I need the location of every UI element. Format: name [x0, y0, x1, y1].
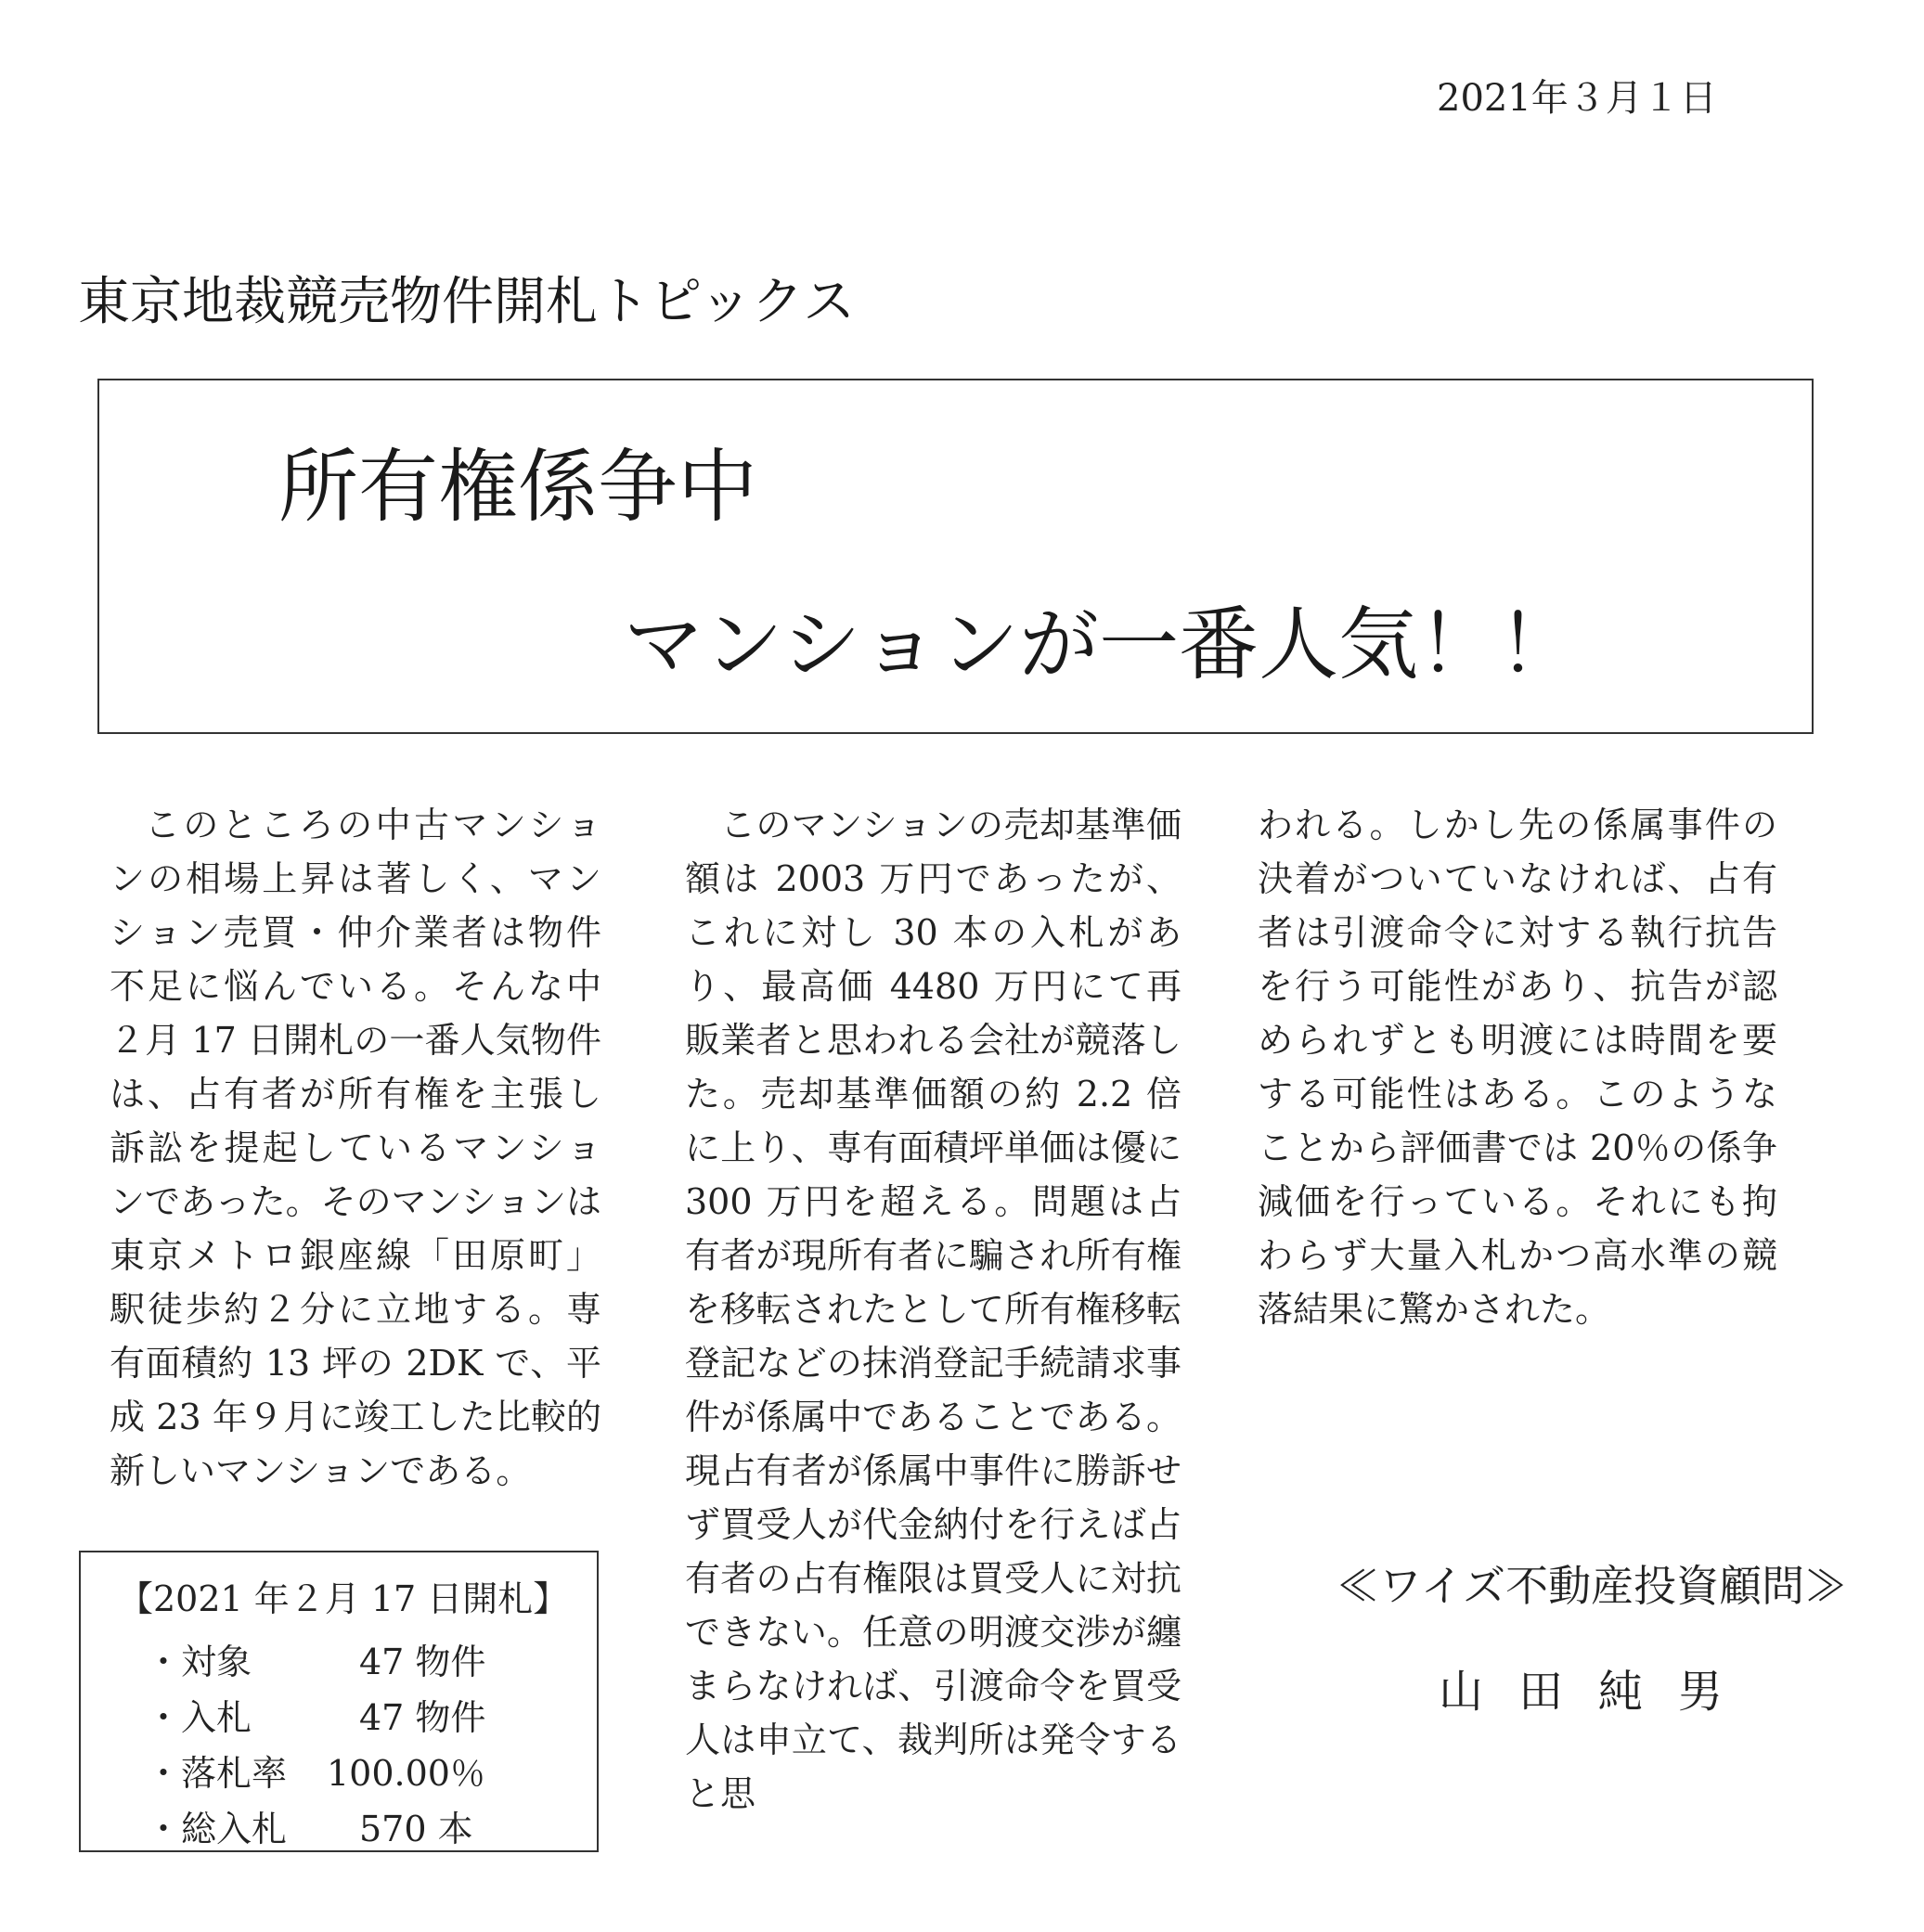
signature-organization: ≪ワイズ不動産投資顧問≫	[1336, 1561, 1848, 1611]
article-paragraph-2: このマンションの売却基準価額は 2003 万円であったが、これに対し 30 本の入札があり、最高価 4480 万円にて再販業者と思われる会社が競落した。売却基準価額の約 2.2 倍に上り、専有面積坪単価は優に 300 万円を超える。問題は占有者が現所有者に騙され所有権を移転されたとして所有権移転登記などの抹消登記手続請求事件が係属中であることである。現占有者が係属中事件に勝訴せず買受人が代金納付を行えば占有者の占有権限は買受人に対抗できない。任意の明渡交渉が纏まらなければ、引渡命令を買受人は申立て、裁判所は発令すると思	[685, 805, 1182, 1814]
article-column-1	[110, 798, 601, 1498]
auction-stats-title: 【2021 年２月 17 日開札】	[118, 1578, 569, 1619]
stat-value: 47 物件	[359, 1642, 486, 1682]
section-kicker: 東京地裁競売物件開札トピックス	[78, 272, 856, 332]
stat-row-target	[146, 1636, 582, 1688]
stat-row-bids	[146, 1692, 582, 1744]
stat-label: ・入札	[146, 1697, 252, 1738]
auction-stats-box	[79, 1551, 599, 1852]
headline-line-2: マンションが一番人気！！	[624, 599, 1579, 691]
publication-date: 2021年３月１日	[1437, 77, 1717, 120]
headline-line-1: 所有権係争中	[278, 441, 757, 534]
article-paragraph-1: このところの中古マンションの相場上昇は著しく、マンション売買・仲介業者は物件不足に悩んでいる。そんな中２月 17 日開札の一番人気物件は、占有者が所有権を主張し訴訟を提起しているマンションであった。そのマンションは東京メトロ銀座線「田原町」駅徒歩約２分に立地する。専有面積約 13 坪の 2DK で、平成 23 年９月に竣工した比較的新しいマンションである。	[110, 805, 601, 1491]
article-paragraph-3: われる。しかし先の係属事件の決着がついていなければ、占有者は引渡命令に対する執行抗告を行う可能性があり、抗告が認められずとも明渡には時間を要する可能性はある。このようなことから評価書では 20％の係争減価を行っている。それにも拘わらず大量入札かつ高水準の競落結果に驚かされた。	[1258, 805, 1777, 1330]
stat-value: 47 物件	[359, 1697, 486, 1738]
signature-author: 山田純男	[1439, 1666, 1759, 1718]
article-column-2	[685, 798, 1182, 1821]
stat-row-award-rate	[146, 1747, 582, 1799]
stat-label: ・対象	[146, 1642, 252, 1682]
stat-row-total-bids	[146, 1803, 582, 1855]
stat-value: 100.00％	[327, 1753, 485, 1794]
stat-value: 570 本	[359, 1809, 473, 1849]
article-column-3	[1258, 798, 1777, 1336]
stat-label: ・総入札	[146, 1809, 288, 1849]
headline-box	[97, 379, 1814, 734]
stat-label: ・落札率	[146, 1753, 288, 1794]
